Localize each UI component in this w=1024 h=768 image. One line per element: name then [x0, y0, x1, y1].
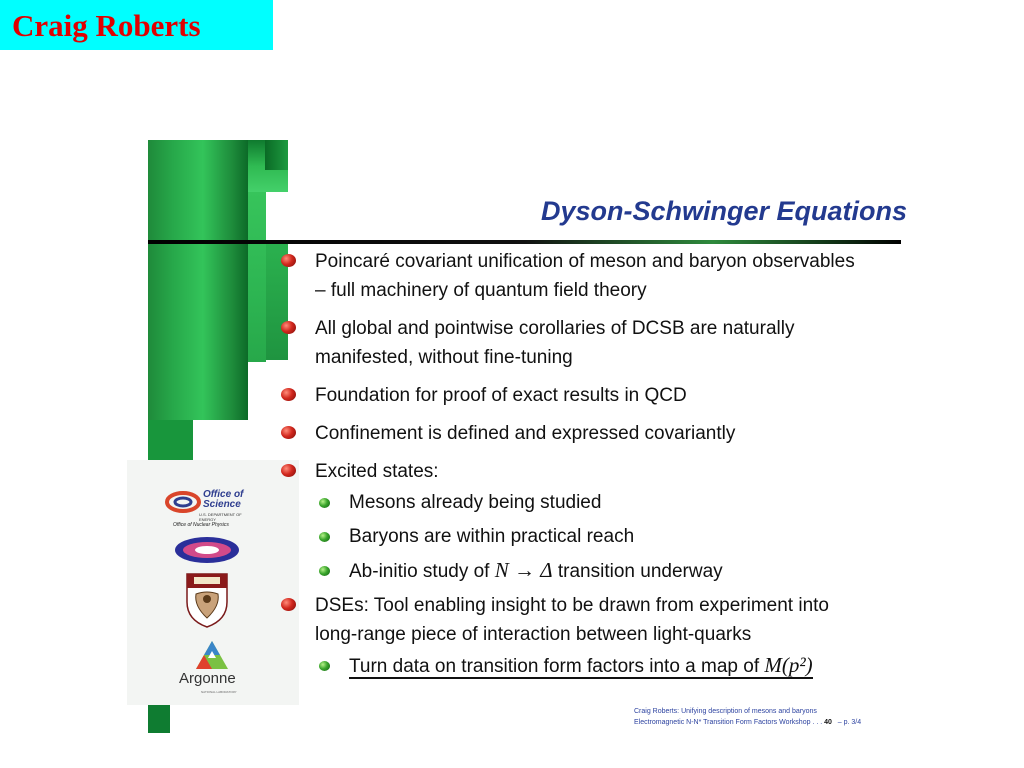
green-bullet-icon: [319, 566, 330, 576]
bullet-item: [279, 591, 919, 649]
title-rule: [148, 240, 901, 244]
author-name: Craig Roberts: [12, 8, 201, 43]
sub-bullet-text: Mesons already being studied: [349, 492, 602, 513]
green-decor-top-inner: [265, 140, 288, 170]
red-bullet-icon: [281, 598, 296, 611]
green-decor-bar: [148, 140, 248, 420]
bullet-text: Excited states:: [315, 461, 439, 482]
doe-swirl-icon: [165, 490, 201, 514]
sponsor-logos-panel: [127, 460, 299, 705]
nuclear-physics-logo: [171, 522, 243, 568]
bullet-text: Confinement is defined and expressed covariantly: [315, 423, 736, 444]
nuclear-physics-emblem-icon: [171, 522, 243, 568]
nuclear-physics-logo-text: Office of Nuclear Physics: [173, 522, 229, 528]
bullet-item: [279, 314, 919, 372]
green-decor-bottom: [148, 703, 170, 733]
doe-office-of-science-logo: [165, 490, 253, 520]
argonne-sub: NATIONAL LABORATORY: [201, 690, 237, 694]
university-of-chicago-seal: [182, 572, 232, 628]
bullet-text-cont: long-range piece of interaction between light-quarks: [315, 624, 752, 645]
sub-bullet-text-pre: Turn data on transition form factors into a map of: [349, 656, 760, 677]
red-bullet-icon: [281, 254, 296, 267]
sub-bullet-item: [279, 651, 919, 681]
bullet-text: Poincaré covariant unification of meson and baryon observables: [315, 251, 855, 272]
green-bullet-icon: [319, 661, 330, 671]
slide-title: Dyson-Schwinger Equations: [540, 196, 907, 226]
sub-bullet-item: [279, 522, 919, 551]
footer-line2: Electromagnetic N-N* Transition Form Factors Workshop . . .: [634, 719, 823, 726]
bullet-text-cont: – full machinery of quantum field theory: [315, 280, 647, 301]
argonne-triangle-icon: [195, 640, 229, 670]
sub-bullet-math: M(p²): [764, 653, 813, 677]
argonne-logo: [177, 640, 249, 700]
footer-line1: Craig Roberts: Unifying description of mesons and baryons: [634, 708, 817, 715]
doe-logo-line2: Science: [203, 499, 241, 510]
bullet-text: All global and pointwise corollaries of DCSB are naturally: [315, 318, 795, 339]
sub-bullet-item: [279, 556, 919, 586]
bullet-item: [279, 247, 919, 305]
red-bullet-icon: [281, 426, 296, 439]
green-bullet-icon: [319, 498, 330, 508]
argonne-name: Argonne: [179, 670, 236, 687]
bullet-text: DSEs: Tool enabling insight to be drawn from experiment into: [315, 595, 829, 616]
sub-bullet-text-pre: Ab-initio study of: [349, 561, 490, 582]
footer-page-bold: 40: [824, 719, 832, 726]
footer-page: – p. 3/4: [837, 719, 862, 726]
bullet-item: [279, 457, 919, 486]
sub-bullet-item: [279, 488, 919, 517]
sub-bullet-text: Baryons are within practical reach: [349, 526, 635, 547]
slide-footer: [634, 706, 861, 728]
red-bullet-icon: [281, 321, 296, 334]
sub-bullet-math: N → Δ: [494, 558, 553, 582]
phoenix-shield-icon: [182, 572, 232, 628]
bullet-item: [279, 381, 919, 410]
red-bullet-icon: [281, 464, 296, 477]
sub-bullet-text-post: transition underway: [557, 561, 723, 582]
green-bullet-icon: [319, 532, 330, 542]
author-banner: [0, 0, 273, 50]
bullet-list: [279, 247, 919, 686]
green-decor-low: [148, 420, 193, 460]
bullet-text-cont: manifested, without fine-tuning: [315, 347, 573, 368]
doe-logo-sub: U.S. DEPARTMENT OF ENERGY: [199, 512, 242, 522]
red-bullet-icon: [281, 388, 296, 401]
bullet-text: Foundation for proof of exact results in QCD: [315, 385, 687, 406]
doe-logo-line1: Office of: [203, 489, 244, 500]
slide: [127, 140, 917, 735]
bullet-item: [279, 419, 919, 448]
green-decor-strip: [248, 192, 266, 362]
